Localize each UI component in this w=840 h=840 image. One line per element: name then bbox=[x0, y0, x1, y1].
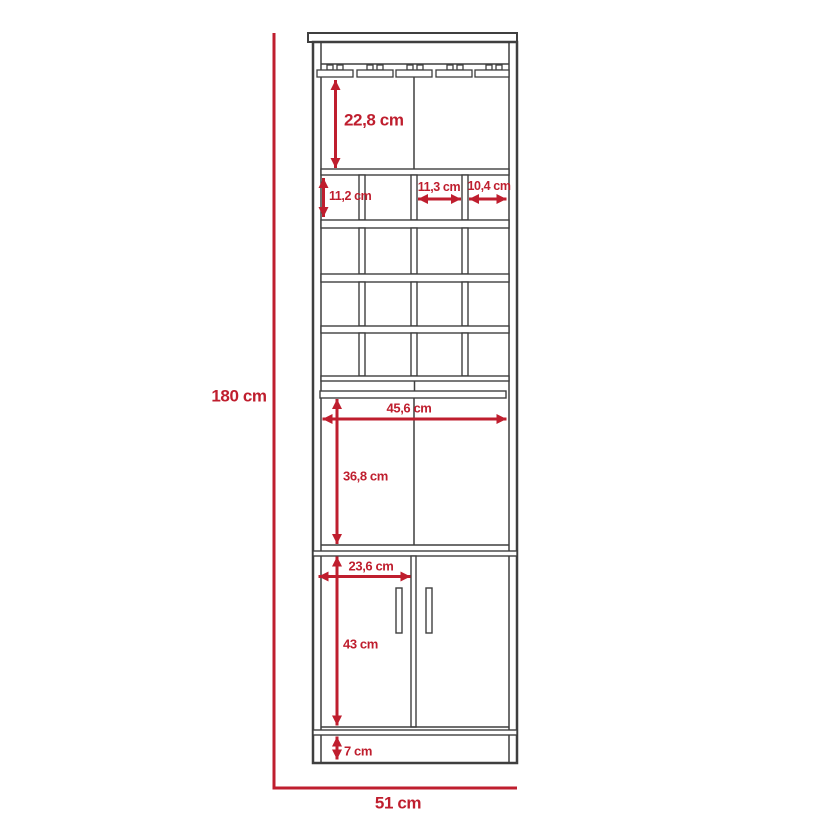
cubby-divider bbox=[462, 228, 468, 274]
dim-label-cubby-width-1: 11,3 cm bbox=[417, 179, 461, 194]
stemware-strip-2 bbox=[357, 70, 393, 77]
cabinet-structure bbox=[308, 33, 517, 763]
stemware-tab bbox=[337, 65, 343, 70]
stemware-tab bbox=[447, 65, 453, 70]
dim-label-door-width: 23,6 cm bbox=[348, 558, 394, 574]
dim-label-door-height: 43 cm bbox=[343, 636, 378, 652]
lower-doors-divider bbox=[411, 556, 416, 727]
cubby-divider bbox=[359, 333, 365, 376]
cubby-divider bbox=[411, 175, 417, 220]
stemware-strip-1 bbox=[317, 70, 353, 77]
shelf bbox=[321, 326, 509, 333]
cubby-divider bbox=[411, 282, 417, 326]
shelf bbox=[321, 376, 509, 381]
stemware-strip-4 bbox=[436, 70, 472, 77]
dim-label-overall-height: 180 cm bbox=[211, 386, 267, 406]
stemware-tab bbox=[496, 65, 502, 70]
stemware-tab bbox=[327, 65, 333, 70]
stemware-tab bbox=[417, 65, 423, 70]
dim-label-base-height: 7 cm bbox=[344, 743, 373, 759]
stemware-tab bbox=[407, 65, 413, 70]
dim-label-stemware-height: 22,8 cm bbox=[344, 110, 404, 130]
cubby-divider bbox=[462, 282, 468, 326]
shelf bbox=[321, 274, 509, 282]
stemware-strip-3 bbox=[396, 70, 432, 77]
door-handle-left bbox=[396, 588, 402, 633]
cubby-divider bbox=[411, 333, 417, 376]
pull-rail bbox=[320, 391, 506, 398]
stemware-rack bbox=[317, 65, 509, 77]
shelf bbox=[321, 169, 509, 175]
stemware-tab bbox=[486, 65, 492, 70]
stemware-tab bbox=[457, 65, 463, 70]
stemware-strip-5 bbox=[475, 70, 509, 77]
dim-label-middle-height: 36,8 cm bbox=[343, 468, 388, 484]
stemware-tab bbox=[367, 65, 373, 70]
dim-label-cubby-height: 11,2 cm bbox=[329, 188, 372, 203]
cubby-divider bbox=[359, 282, 365, 326]
cubby-divider bbox=[359, 228, 365, 274]
dim-label-overall-width: 51 cm bbox=[374, 793, 422, 813]
door-handle-right bbox=[426, 588, 432, 633]
stemware-tab bbox=[377, 65, 383, 70]
dim-label-interior-width: 45,6 cm bbox=[386, 400, 432, 416]
lower-section-top-shelf bbox=[313, 551, 517, 556]
cubby-divider bbox=[462, 333, 468, 376]
cubby-divider bbox=[411, 228, 417, 274]
base-top-shelf bbox=[313, 730, 517, 735]
cabinet-top-board bbox=[308, 33, 517, 42]
dim-label-cubby-width-2: 10,4 cm bbox=[467, 178, 511, 193]
shelf bbox=[321, 220, 509, 228]
